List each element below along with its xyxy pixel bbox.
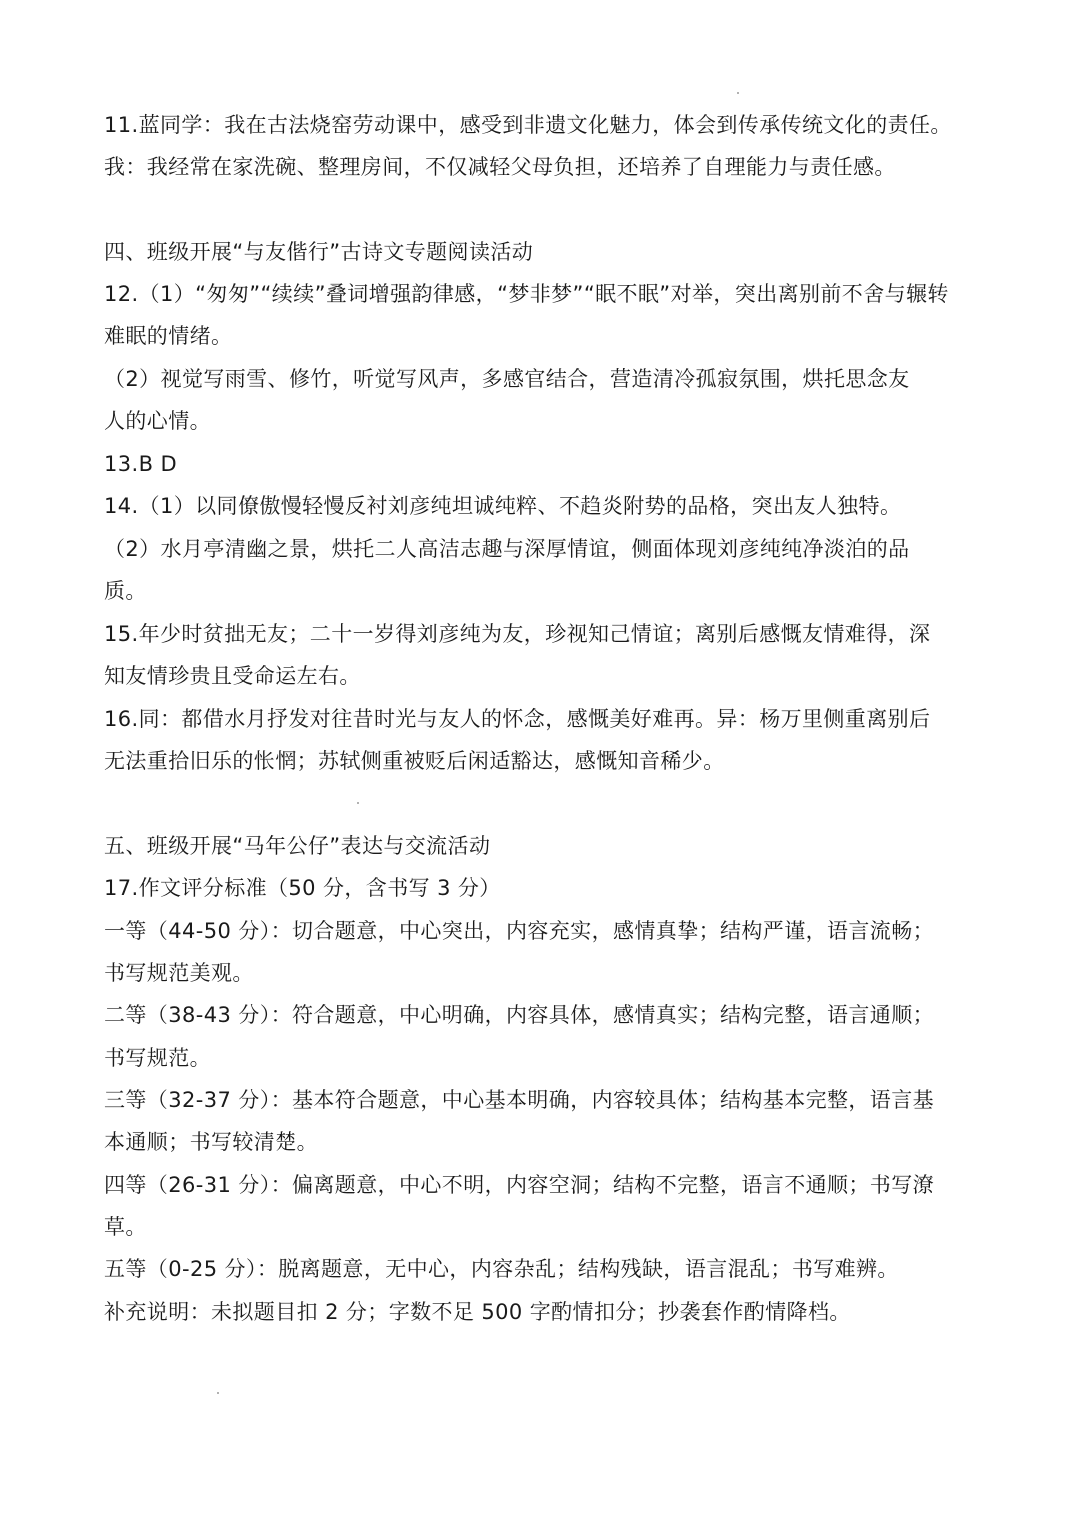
answer-12-line-4: 人的心情。 <box>104 409 211 433</box>
grade-2-line-2: 书写规范。 <box>104 1046 211 1070</box>
grade-1-line-2: 书写规范美观。 <box>104 961 254 985</box>
answer-15-line-2: 知友情珍贵且受命运左右。 <box>104 664 361 688</box>
answer-17-title: 17.作文评分标准（50 分，含书写 3 分） <box>104 876 501 900</box>
grade-3-line-1: 三等（32-37 分）：基本符合题意，中心基本明确，内容较具体；结构基本完整，语言基 <box>104 1088 934 1112</box>
answer-14-line-1: 14.（1）以同僚傲慢轻慢反衬刘彦纯坦诚纯粹、不趋炎附势的品格，突出友人独特。 <box>104 494 902 518</box>
scan-speck <box>737 92 739 94</box>
grade-4-line-2: 草。 <box>104 1215 147 1239</box>
grade-3-line-2: 本通顺；书写较清楚。 <box>104 1130 318 1154</box>
answer-12-line-3: （2）视觉写雨雪、修竹，听觉写风声，多感官结合，营造清冷孤寂氛围，烘托思念友 <box>104 367 910 391</box>
scan-speck <box>357 802 359 804</box>
answer-16-line-1: 16.同：都借水月抒发对往昔时光与友人的怀念，感慨美好难再。异：杨万里侧重离别后 <box>104 707 931 731</box>
answer-11-line-2: 我：我经常在家洗碗、整理房间，不仅减轻父母负担，还培养了自理能力与责任感。 <box>104 155 896 179</box>
answer-13: 13.B D <box>104 452 178 476</box>
section-5-heading: 五、班级开展“马年公仔”表达与交流活动 <box>104 834 491 858</box>
grade-5-line: 五等（0-25 分）：脱离题意，无中心，内容杂乱；结构残缺，语言混乱；书写难辨。 <box>104 1257 899 1281</box>
answer-15-line-1: 15.年少时贫拙无友；二十一岁得刘彦纯为友，珍视知己情谊；离别后感慨友情难得，深 <box>104 622 931 646</box>
answer-16-line-2: 无法重拾旧乐的怅惘；苏轼侧重被贬后闲适豁达，感慨知音稀少。 <box>104 749 725 773</box>
answer-11-line-1: 11.蓝同学：我在古法烧窑劳动课中，感受到非遗文化魅力，体会到传承传统文化的责任。 <box>104 113 952 137</box>
scan-speck <box>217 1392 219 1394</box>
supplementary-note: 补充说明：未拟题目扣 2 分；字数不足 500 字酌情扣分；抄袭套作酌情降档。 <box>104 1300 851 1324</box>
answer-12-line-2: 难眠的情绪。 <box>104 324 233 348</box>
answer-12-line-1: 12.（1）“匆匆”“续续”叠词增强韵律感，“梦非梦”“眠不眠”对举，突出离别前不舍与辗转 <box>104 282 949 306</box>
answer-14-line-3: 质。 <box>104 579 147 603</box>
answer-14-line-2: （2）水月亭清幽之景，烘托二人高洁志趣与深厚情谊，侧面体现刘彦纯纯净淡泊的品 <box>104 537 910 561</box>
section-4-heading: 四、班级开展“与友偕行”古诗文专题阅读活动 <box>104 240 534 264</box>
grade-1-line-1: 一等（44-50 分）：切合题意，中心突出，内容充实，感情真挚；结构严谨，语言流畅； <box>104 919 934 943</box>
grade-4-line-1: 四等（26-31 分）：偏离题意，中心不明，内容空洞；结构不完整，语言不通顺；书写潦 <box>104 1173 934 1197</box>
grade-2-line-1: 二等（38-43 分）：符合题意，中心明确，内容具体，感情真实；结构完整，语言通顺； <box>104 1003 934 1027</box>
